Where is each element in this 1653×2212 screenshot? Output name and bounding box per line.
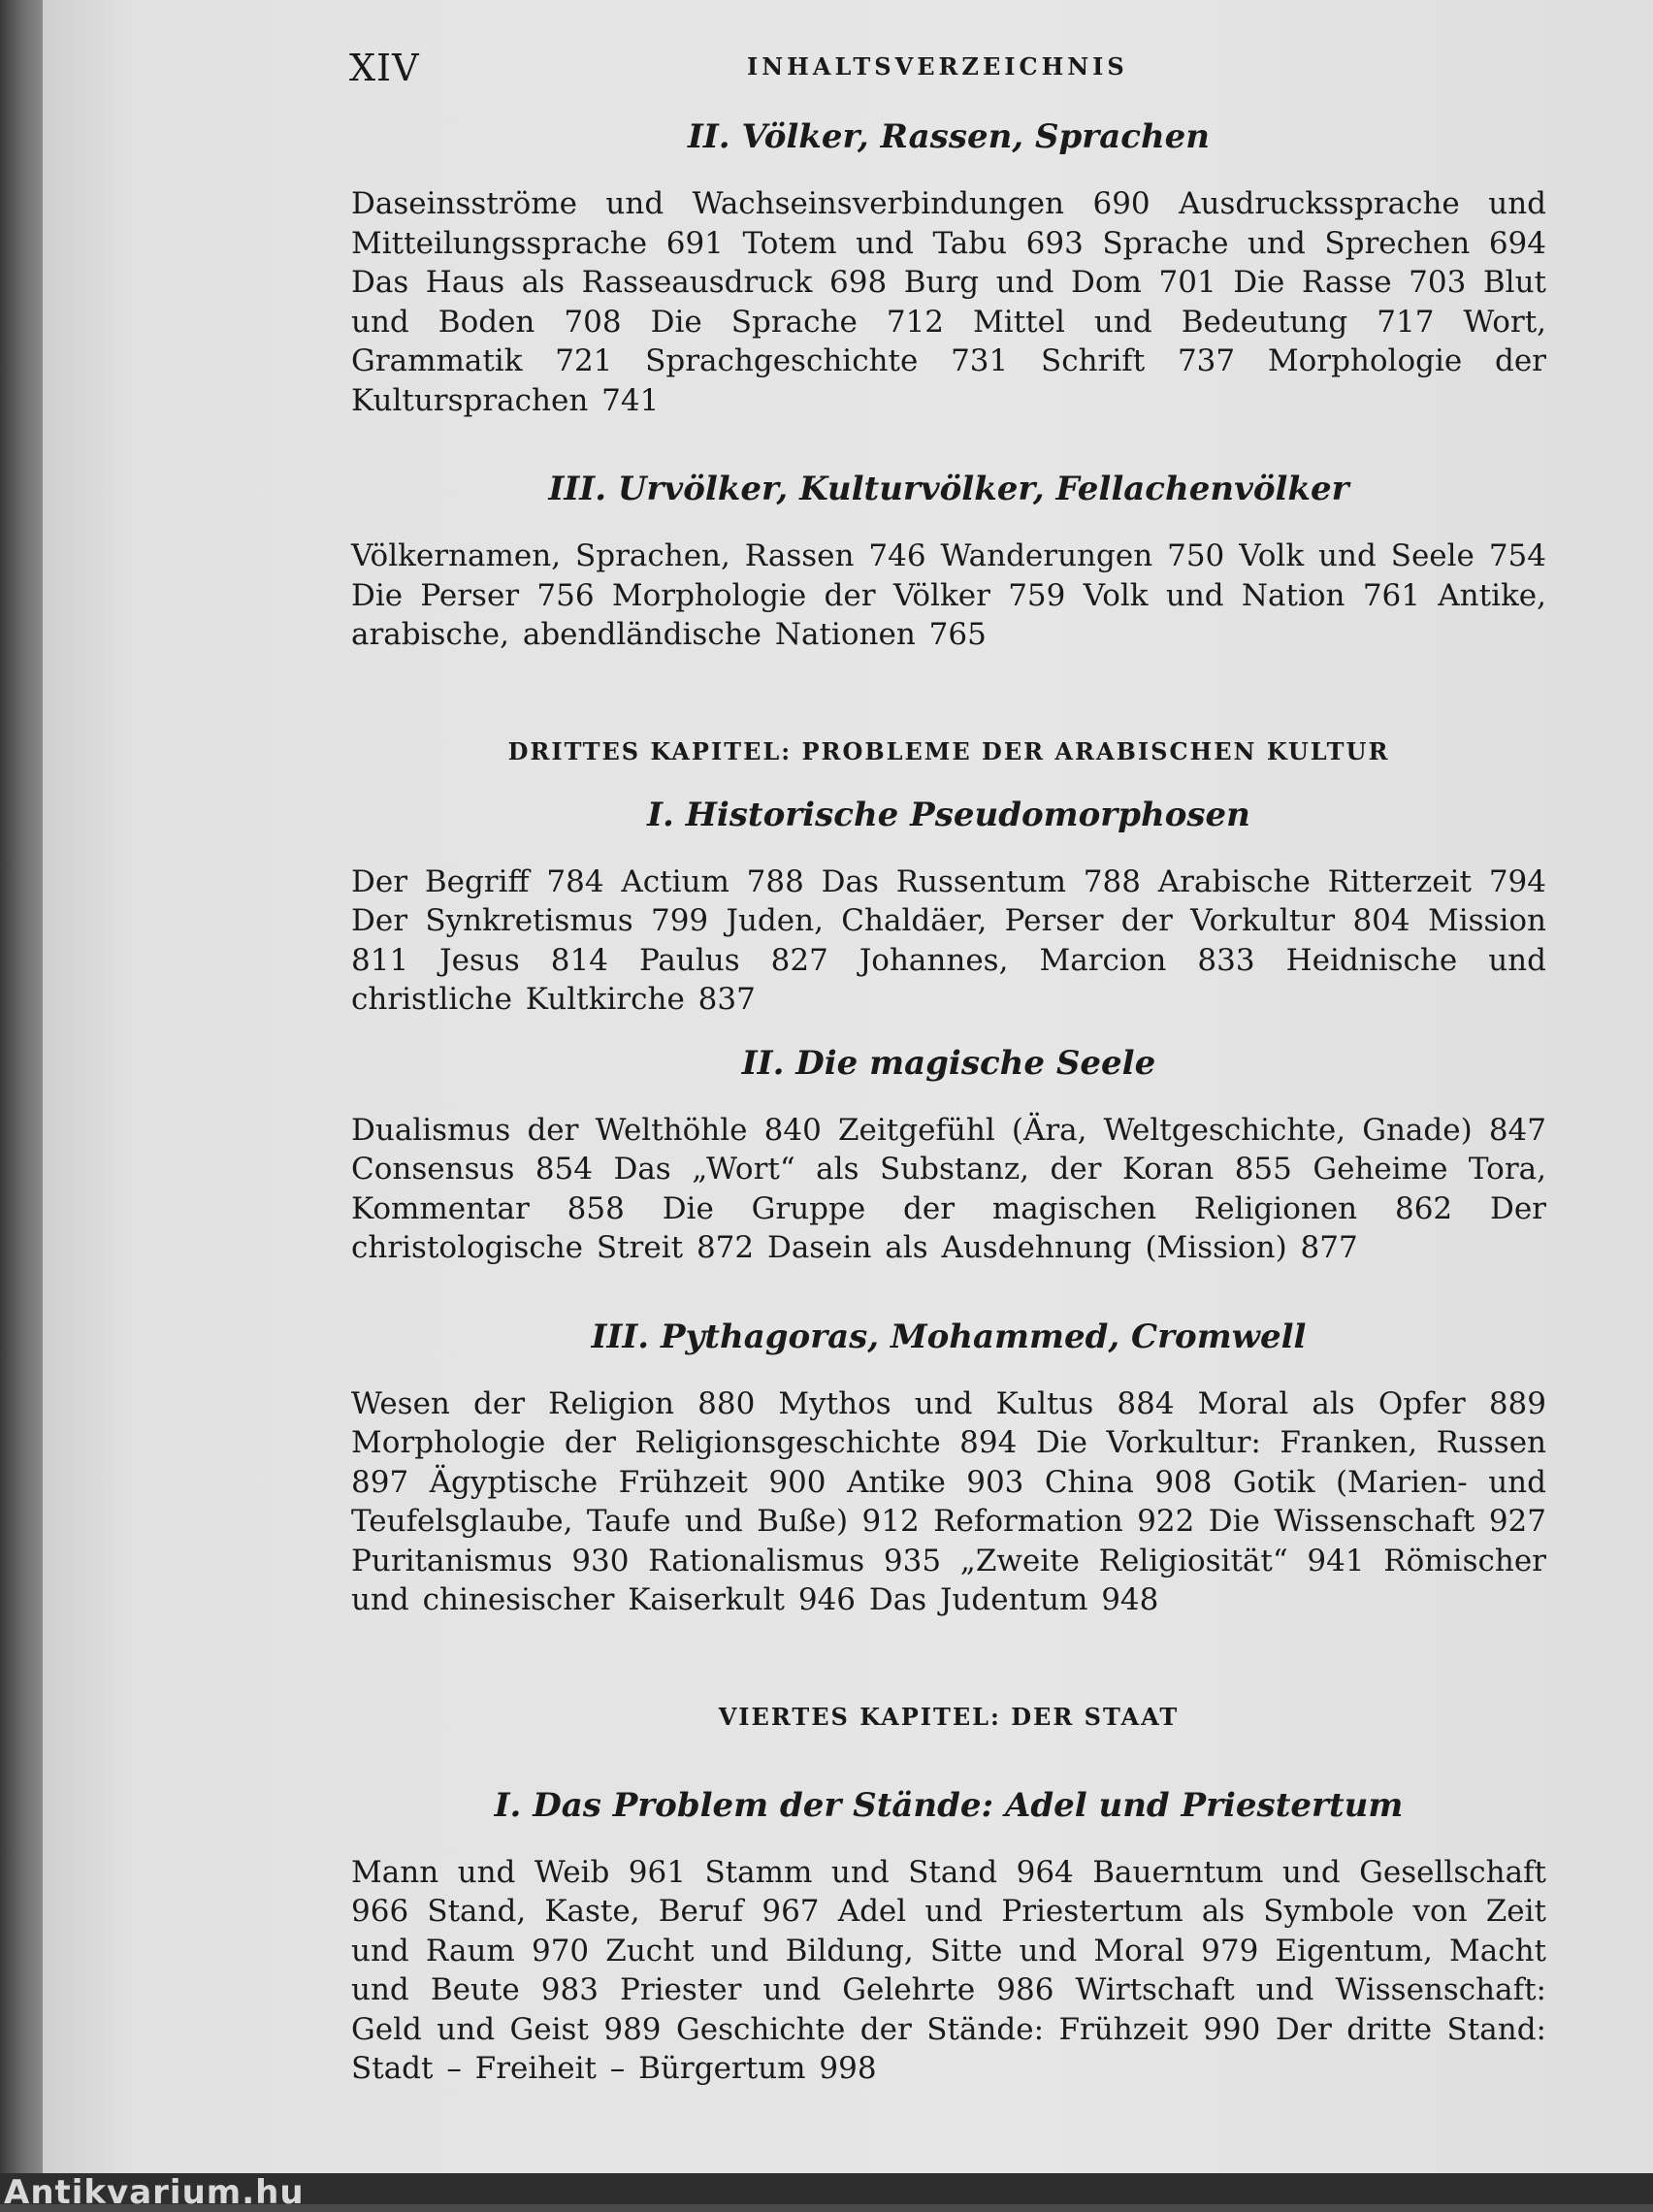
table-of-contents [351,114,1546,2089]
chapter-title: VIERTES KAPITEL: DER STAAT [718,1702,1180,1731]
section-title: III. Pythagoras, Mohammed, Cromwell [591,1317,1307,1356]
section-entries: Völkernamen, Sprachen, Rassen 746 Wanderungen 750 Volk und Seele 754 Die Perser 756 Morphologie der Völker 759 Volk und Nation 761 Antike, arabische, abendländische Nationen 765 [351,538,1546,652]
section-entries: Dualismus der Welthöhle 840 Zeitgefühl (Ära, Weltgeschichte, Gnade) 847 Consensus 854 Das „Wort“ als Substanz, der Koran 855 Geheime Tora, Kommentar 858 Die Gruppe der magischen Religionen 862 Der christologische Streit 872 Dasein als Ausdehnung (Mission) 877 [351,1112,1546,1265]
book-spine-shadow [0,0,43,2204]
section-title: III. Urvölker, Kulturvölker, Fellachenvölker [548,470,1349,508]
chapter-title: DRITTES KAPITEL: PROBLEME DER ARABISCHEN KULTUR [507,736,1390,765]
running-head: INHALTSVERZEICHNIS [747,52,1128,81]
section-title: I. Historische Pseudomorphosen [647,795,1250,834]
section-title: I. Das Problem der Stände: Adel und Priestertum [494,1785,1404,1825]
page-header [349,47,1552,105]
section-entries: Wesen der Religion 880 Mythos und Kultus 884 Moral als Opfer 889 Morphologie der Religionsgeschichte 894 Die Vorkultur: Franken, Russen 897 Ägyptische Frühzeit 900 Antike 903 China 908 Gotik (Marien- und Teufelsglaube, Taufe und Buße) 912 Reformation 922 Die Wissenschaft 927 Puritanismus 930 Rationalismus 935 „Zweite Religiosität“ 941 Römischer und chinesischer Kaiserkult 946 Das Judentum 948 [351,1385,1546,1617]
section-entries: Daseinsströme und Wachseinsverbindungen 690 Ausdruckssprache und Mitteilungssprache 691 Totem und Tabu 693 Sprache und Sprechen 694 Das Haus als Rasseausdruck 698 Burg und Dom 701 Die Rasse 703 Blut und Boden 708 Die Sprache 712 Mittel und Bedeutung 717 Wort, Grammatik 721 Sprachgeschichte 731 Schrift 737 Morphologie der Kultursprachen 741 [351,186,1546,418]
section-title: II. Völker, Rassen, Sprachen [687,117,1211,156]
watermark-logo: Antikvarium.hu [4,2173,305,2212]
section-title: II. Die magische Seele [741,1043,1156,1083]
page-number: XIV [349,47,420,89]
section-entries: Der Begriff 784 Actium 788 Das Russentum 788 Arabische Ritterzeit 794 Der Synkretismus 799 Juden, Chaldäer, Perser der Vorkultur 804 Mission 811 Jesus 814 Paulus 827 Johannes, Marcion 833 Heidnische und christliche Kultkirche 837 [351,863,1546,1017]
section-entries: Mann und Weib 961 Stamm und Stand 964 Bauerntum und Gesellschaft 966 Stand, Kaste, Beruf 967 Adel und Priestertum als Symbole von Zeit und Raum 970 Zucht und Bildung, Sitte und Moral 979 Eigentum, Macht und Beute 983 Priester und Gelehrte 986 Wirtschaft und Wissenschaft: Geld und Geist 989 Geschichte der Stände: Frühzeit 990 Der dritte Stand: Stadt – Freiheit – Bürgertum 998 [351,1854,1546,2086]
